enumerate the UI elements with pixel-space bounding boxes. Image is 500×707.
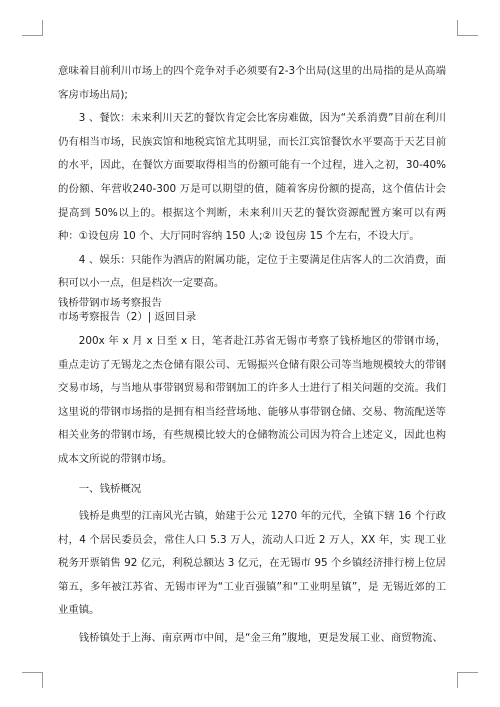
report-subtitle: 市场考察报告（2）| 返回目录 — [58, 310, 197, 323]
paragraph-catering: 3 、餐饮：未来利川天艺的餐饮肯定会比客房难做，因为“关系消费”目前在利川仍有相当市场，民族宾馆和地税宾馆尤其明显，而长江宾馆餐饮水平要高于天艺目前的水平，因此，在餐饮方面要取得相当的份额可能有一个过程，进入之初，30-40%的份额、年营收240-300 万是可以期望的值，随着客房份额的提高，这个值估计会提高到 50%以上的。根据这个判断，未来利川天艺的餐饮资源配置方案可以有两种：①设包房 10 个、大厅同时容纳 150 人;② 设包房 15 个左右，不设大厅。 — [58, 112, 446, 243]
paragraph-intro: 200x 年 x 月 x 日至 x 日，笔者赴江苏省无锡市考察了钱桥地区的带钢市场，重点走访了无锡龙之杰仓储有限公司、无锡振兴仓储有限公司等当地规模较大的带钢交易市场，与当地从事带钢贸易和带钢加工的许多人士进行了相关问题的交流。我们这里说的带钢市场指的是拥有相当经营场地、能够从事带钢仓储、交易、物流配送等相关业务的带钢市场，有些规模比较大的仓储物流公司因为符合上述定义，因此也构成本文所说的带钢市场。 — [58, 334, 446, 465]
crop-mark-bottom-right — [458, 672, 478, 673]
crop-mark-top-right — [458, 35, 478, 36]
crop-mark-bottom-left — [22, 672, 42, 673]
section-heading-overview: 一、钱桥概况 — [78, 482, 142, 495]
paragraph-overview: 钱桥是典型的江南风光古镇，始建于公元 1270 年的元代，全镇下辖 16 个行政村，4 个居民委员会，常住人口 5.3 万人，流动人口近 2 万人，XX 年，实 现工业税务开票销售 92 亿元，利税总额达 3 亿元，在无锡市 95 个乡镇经济排行榜上位居第五，多年被江苏省、无锡市评为“工业百强镇”和“工业明星镇”，是 无锡近郊的工业重镇。 — [58, 510, 446, 617]
document-body — [58, 60, 446, 651]
paragraph-location: 钱桥镇处于上海、南京两市中间，是“金三角”腹地，更是发展工业、商贸物流、 — [78, 632, 443, 645]
crop-mark-top-left-v — [42, 20, 43, 36]
paragraph-competition: 意味着目前利川市场上的四个竞争对手必须要有2-3个出局(这里的出局指的是从高端客房市场出局); — [58, 65, 446, 101]
report-title: 钱桥带钢市场考察报告 — [58, 296, 162, 309]
crop-mark-bottom-left-v — [42, 672, 43, 688]
crop-mark-bottom-right-v — [457, 672, 458, 688]
crop-mark-top-right-v — [457, 20, 458, 36]
paragraph-entertainment: 4 、娱乐：只能作为酒店的附属功能，定位于主要满足住店客人的二次消费，面积可以小一点，但是档次一定要高。 — [58, 253, 446, 290]
crop-mark-top-left — [22, 35, 42, 36]
